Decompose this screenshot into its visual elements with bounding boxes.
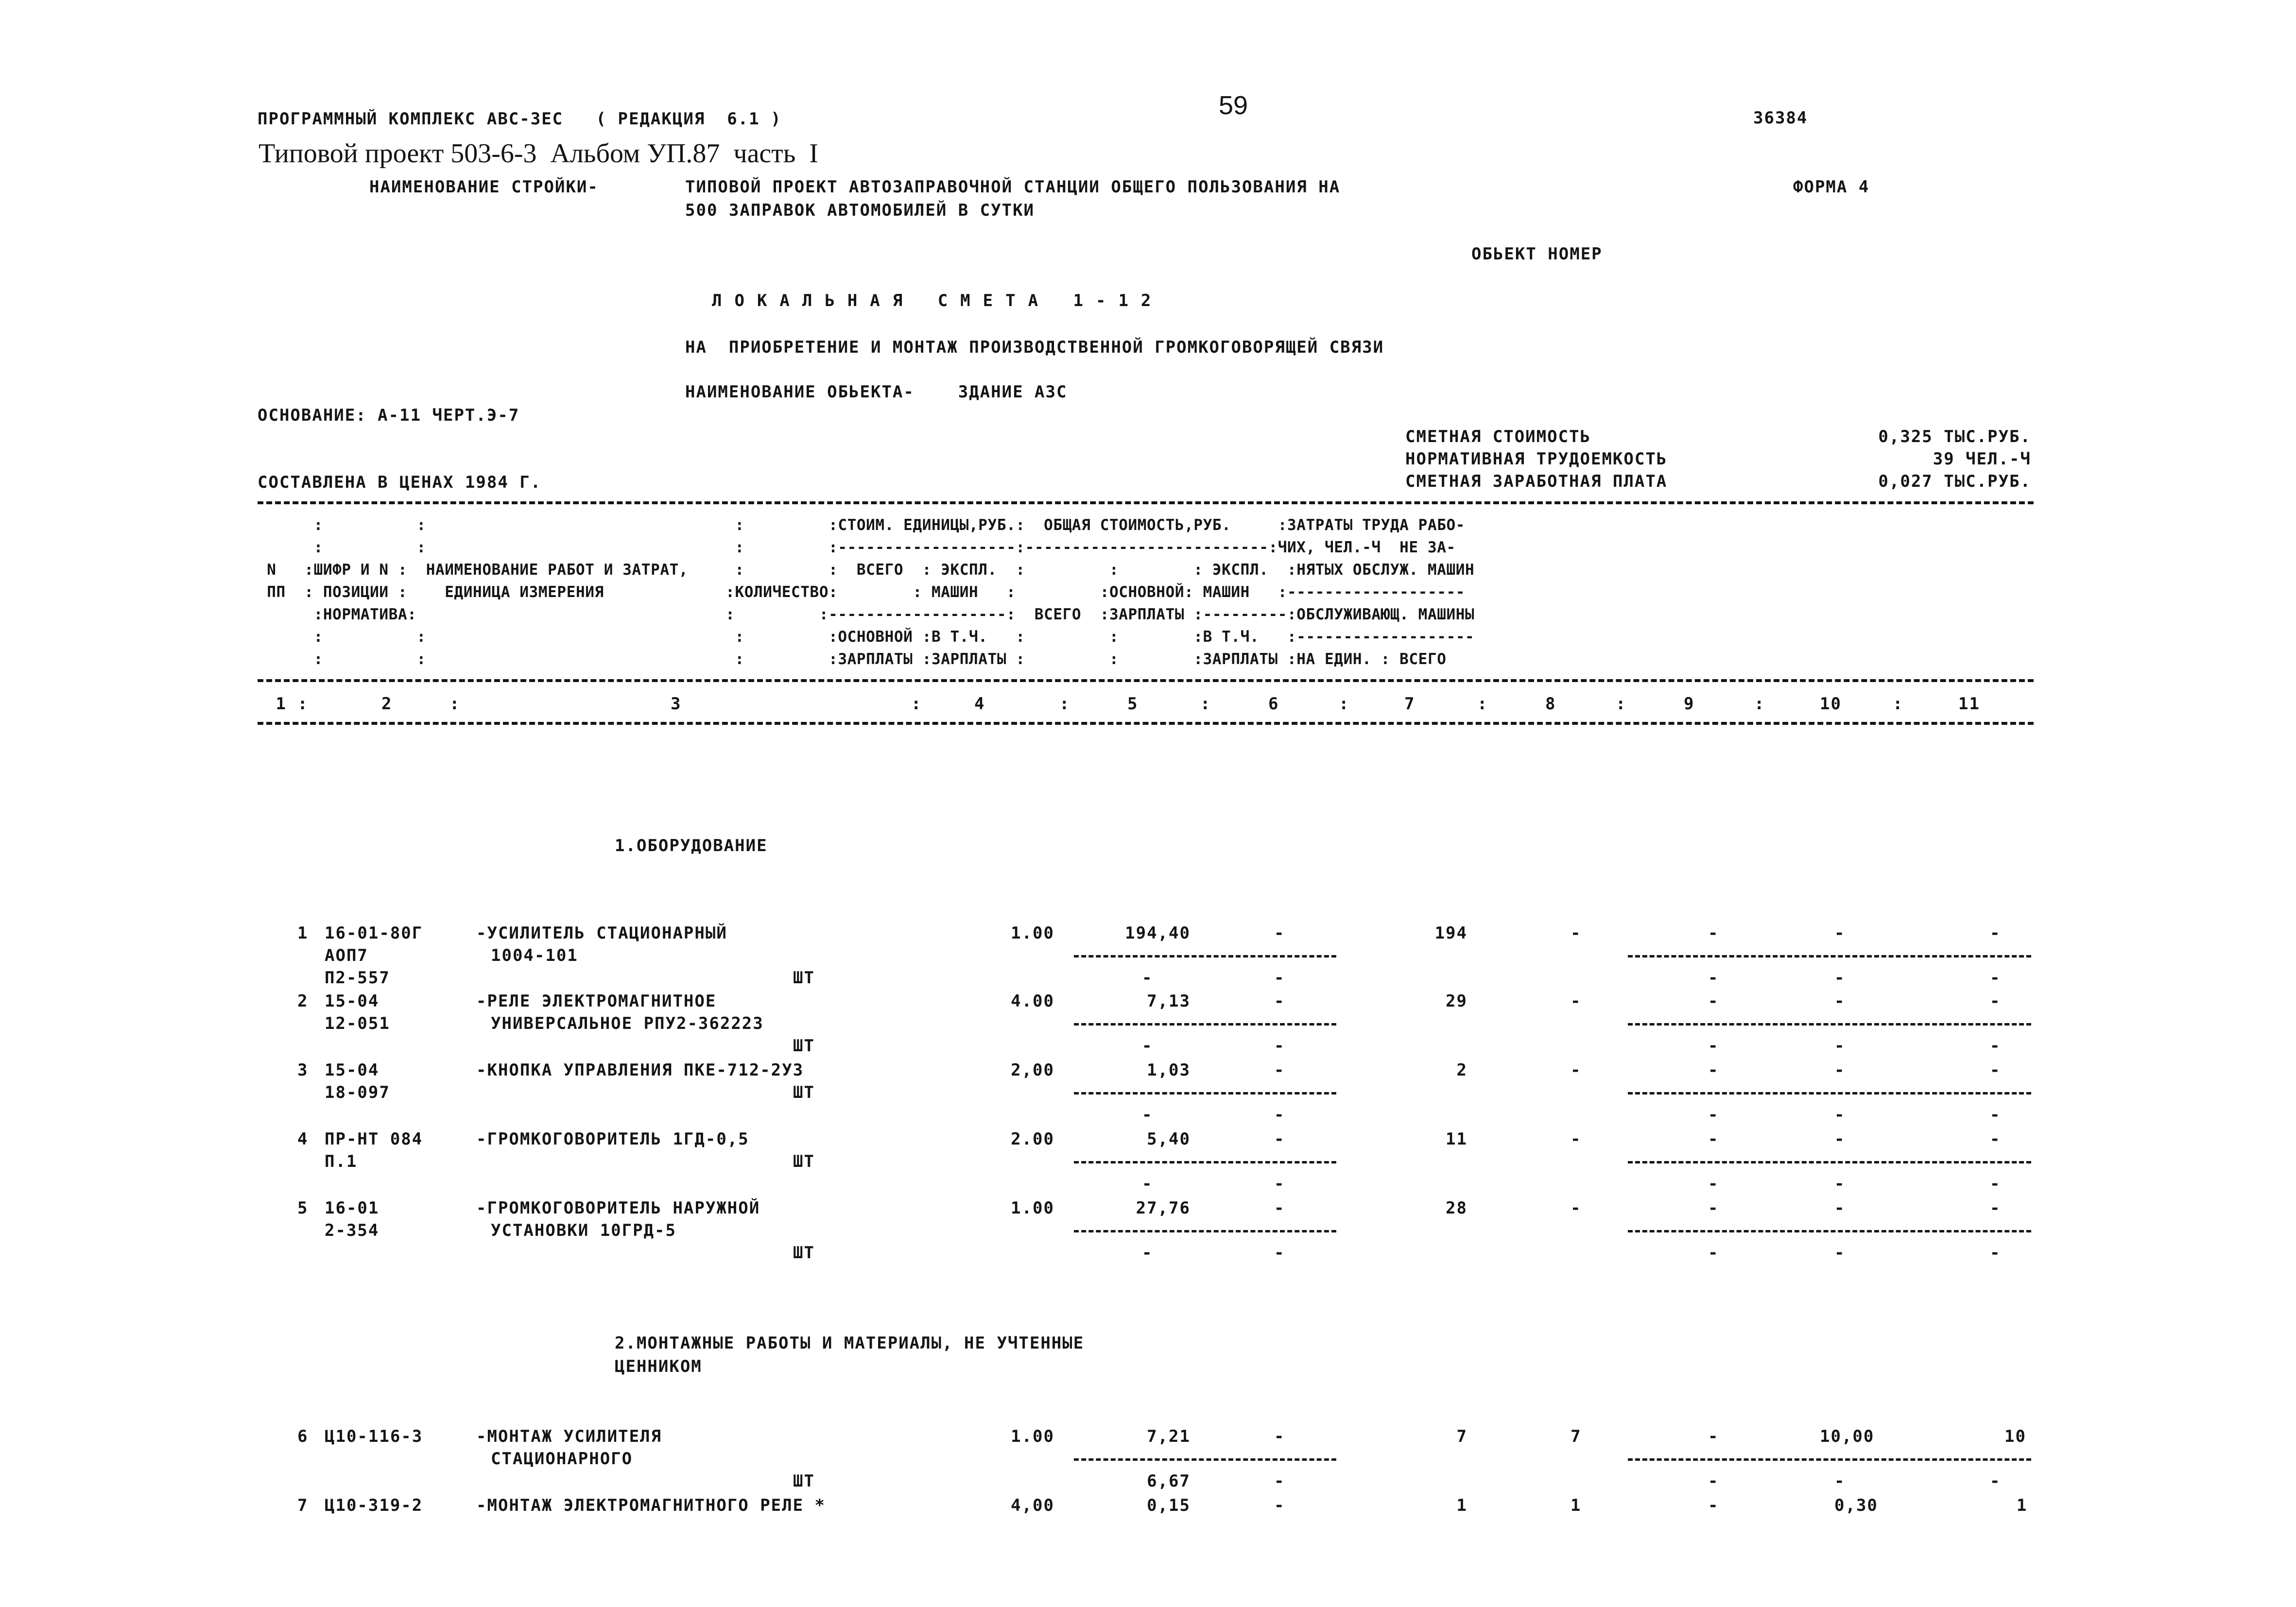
- row-divider: [1628, 1458, 2031, 1461]
- item-number: 4: [297, 1129, 309, 1149]
- item-code: 15-04: [325, 1060, 380, 1080]
- item-quantity: 2,00: [1011, 1060, 1054, 1080]
- labor-unit: -: [1834, 923, 1846, 943]
- table-header-row: : : : :ОСНОВНОЙ :В Т.Ч. : : :В Т.Ч. :-------------------: [258, 628, 1475, 646]
- item-name: УСТАНОВКИ 10ГРД-5: [491, 1221, 676, 1240]
- total-machines: -: [1708, 1060, 1719, 1080]
- machine-labor-unit: -: [1834, 968, 1846, 988]
- item-code: 18-097: [325, 1083, 390, 1102]
- labor-unit: -: [1834, 1198, 1846, 1218]
- item-code: Ц10-116-3: [325, 1427, 423, 1446]
- item-unit: ШТ: [793, 1083, 815, 1102]
- total-salary: -: [1571, 992, 1582, 1011]
- item-name: -УСИЛИТЕЛЬ СТАЦИОНАРНЫЙ: [476, 923, 727, 943]
- total-machines-salary: -: [1708, 1036, 1719, 1056]
- unit-total: 0,15: [1147, 1496, 1191, 1515]
- summary-value: 39 ЧЕЛ.-Ч: [1933, 449, 2031, 469]
- machine-labor-total: -: [1990, 968, 2001, 988]
- total-machines-salary: -: [1708, 1105, 1719, 1125]
- unit-machines-salary: -: [1274, 1174, 1285, 1194]
- item-unit: ШТ: [793, 968, 815, 988]
- unit-total: 1,03: [1147, 1060, 1191, 1080]
- unit-total: 7,13: [1147, 992, 1191, 1011]
- document-number: 36384: [1753, 108, 1808, 128]
- item-number: 1: [297, 923, 309, 943]
- column-number: 11: [1958, 694, 1980, 714]
- total-cost: 29: [1446, 992, 1467, 1011]
- item-code: 2-354: [325, 1221, 380, 1240]
- row-divider: [1074, 1230, 1336, 1232]
- item-code: ПР-НТ 084: [325, 1129, 423, 1149]
- item-name: -МОНТАЖ ЭЛЕКТРОМАГНИТНОГО РЕЛЕ *: [476, 1496, 826, 1515]
- column-separator: :: [1339, 694, 1350, 714]
- project-title: Типовой проект 503-6-3 Альбом УП.87 часть I: [259, 138, 818, 169]
- column-separator: :: [449, 694, 461, 714]
- item-code: П.1: [325, 1152, 358, 1171]
- unit-machines-salary: -: [1274, 968, 1285, 988]
- item-unit: ШТ: [793, 1243, 815, 1263]
- unit-salary: -: [1142, 1105, 1153, 1125]
- prices-line: СОСТАВЛЕНА В ЦЕНАХ 1984 Г.: [258, 473, 542, 492]
- labor-total: -: [1990, 1198, 2001, 1218]
- row-divider: [1628, 1161, 2031, 1163]
- summary-value: 0,027 ТЫС.РУБ.: [1878, 472, 2031, 491]
- unit-total: 7,21: [1147, 1427, 1191, 1446]
- item-number: 2: [297, 992, 309, 1011]
- labor-unit: -: [1834, 1060, 1846, 1080]
- row-divider: [1628, 1092, 2031, 1094]
- labor-total: 1: [2017, 1496, 2028, 1515]
- construction-label: НАИМЕНОВАНИЕ СТРОЙКИ-: [369, 177, 599, 197]
- row-divider: [1074, 1458, 1336, 1461]
- total-machines: -: [1708, 1427, 1719, 1446]
- row-divider: [1628, 1230, 2031, 1232]
- item-quantity: 4,00: [1011, 1496, 1054, 1515]
- header-rule: [258, 679, 2034, 682]
- column-number: 6: [1268, 694, 1279, 714]
- column-number: 4: [974, 694, 985, 714]
- labor-total: -: [1990, 1129, 2001, 1149]
- unit-salary: 6,67: [1147, 1471, 1191, 1491]
- column-number: 5: [1127, 694, 1139, 714]
- total-machines-salary: -: [1708, 1243, 1719, 1263]
- page-number: 59: [1219, 91, 1248, 120]
- item-code: П2-557: [325, 968, 390, 988]
- unit-total: 5,40: [1147, 1129, 1191, 1149]
- total-salary: -: [1571, 1198, 1582, 1218]
- labor-unit: -: [1834, 1129, 1846, 1149]
- table-header-row: : : : :-------------------:--------------------------:ЧИХ, ЧЕЛ.-Ч НЕ ЗА-: [258, 539, 1456, 556]
- item-quantity: 1.00: [1011, 1427, 1054, 1446]
- column-number: 3: [671, 694, 682, 714]
- unit-machines-salary: -: [1274, 1471, 1285, 1491]
- form-label: ФОРМА 4: [1793, 177, 1870, 197]
- section-title: ЦЕННИКОМ: [615, 1357, 702, 1376]
- row-divider: [1074, 1092, 1336, 1094]
- unit-total: 27,76: [1136, 1198, 1191, 1218]
- object-name: НАИМЕНОВАНИЕ ОБЬЕКТА- ЗДАНИЕ АЗС: [685, 382, 1068, 402]
- total-cost: 194: [1434, 923, 1467, 943]
- item-name: -КНОПКА УПРАВЛЕНИЯ ПКЕ-712-2У3: [476, 1060, 804, 1080]
- column-separator: :: [1059, 694, 1070, 714]
- total-machines: -: [1708, 1129, 1719, 1149]
- item-name: СТАЦИОНАРНОГО: [491, 1449, 633, 1469]
- column-number: 7: [1404, 694, 1416, 714]
- estimate-title: ЛОКАЛЬНАЯ СМЕТА 1-12: [712, 291, 1164, 310]
- unit-machines-salary: -: [1274, 1243, 1285, 1263]
- table-header-row: : : : :СТОИМ. ЕДИНИЦЫ,РУБ.: ОБЩАЯ СТОИМОСТЬ,РУБ. :ЗАТРАТЫ ТРУДА РАБО-: [258, 516, 1465, 534]
- total-salary: -: [1571, 1060, 1582, 1080]
- row-divider: [1628, 955, 2031, 957]
- item-name: -ГРОМКОГОВОРИТЕЛЬ 1ГД-0,5: [476, 1129, 749, 1149]
- item-quantity: 1.00: [1011, 923, 1054, 943]
- column-number: 9: [1684, 694, 1695, 714]
- item-code: 15-04: [325, 992, 380, 1011]
- item-name: -РЕЛЕ ЭЛЕКТРОМАГНИТНОЕ: [476, 992, 717, 1011]
- item-quantity: 2.00: [1011, 1129, 1054, 1149]
- total-cost: 7: [1456, 1427, 1467, 1446]
- unit-machines-salary: -: [1274, 1036, 1285, 1056]
- labor-unit: 10,00: [1820, 1427, 1875, 1446]
- total-machines: -: [1708, 1198, 1719, 1218]
- column-numbers-rule: [258, 722, 2034, 725]
- machine-labor-total: -: [1990, 1105, 2001, 1125]
- labor-total: 10: [2004, 1427, 2026, 1446]
- row-divider: [1628, 1023, 2031, 1026]
- summary-value: 0,325 ТЫС.РУБ.: [1878, 427, 2031, 446]
- estimate-subject: НА ПРИОБРЕТЕНИЕ И МОНТАЖ ПРОИЗВОДСТВЕННОЙ ГРОМКОГОВОРЯЩЕЙ СВЯЗИ: [685, 338, 1384, 357]
- machine-labor-unit: -: [1834, 1471, 1846, 1491]
- unit-machines-salary: -: [1274, 1105, 1285, 1125]
- table-header-row: :НОРМАТИВА: : :-------------------: ВСЕГО :ЗАРПЛАТЫ :---------:ОБСЛУЖИВАЮЩ. МАШИНЫ: [258, 606, 1475, 623]
- column-number: 1 :: [265, 694, 309, 714]
- total-machines-salary: -: [1708, 968, 1719, 988]
- unit-machines: -: [1274, 1198, 1285, 1218]
- item-name: УНИВЕРСАЛЬНОЕ РПУ2-362223: [491, 1014, 764, 1033]
- table-header-row: N :ШИФР И N : НАИМЕНОВАНИЕ РАБОТ И ЗАТРАТ, : : ВСЕГО : ЭКСПЛ. : : : ЭКСПЛ. :НЯТЫХ ОБСЛУЖ. МАШИН: [258, 561, 1475, 579]
- summary-label: СМЕТНАЯ СТОИМОСТЬ: [1405, 427, 1591, 446]
- labor-unit: 0,30: [1834, 1496, 1878, 1515]
- total-cost: 28: [1446, 1198, 1467, 1218]
- total-cost: 2: [1456, 1060, 1467, 1080]
- row-divider: [1074, 1023, 1336, 1026]
- column-number: 2: [381, 694, 393, 714]
- table-header-row: ПП : ПОЗИЦИИ : ЕДИНИЦА ИЗМЕРЕНИЯ :КОЛИЧЕСТВО: : МАШИН : :ОСНОВНОЙ: МАШИН :-------------------: [258, 583, 1465, 601]
- section-title: 1.ОБОРУДОВАНИЕ: [615, 836, 768, 855]
- machine-labor-total: -: [1990, 1174, 2001, 1194]
- item-number: 6: [297, 1427, 309, 1446]
- total-machines-salary: -: [1708, 1174, 1719, 1194]
- row-divider: [1074, 955, 1336, 957]
- item-quantity: 4.00: [1011, 992, 1054, 1011]
- summary-label: НОРМАТИВНАЯ ТРУДОЕМКОСТЬ: [1405, 449, 1668, 469]
- total-machines: -: [1708, 1496, 1719, 1515]
- total-machines: -: [1708, 992, 1719, 1011]
- item-name: -ГРОМКОГОВОРИТЕЛЬ НАРУЖНОЙ: [476, 1198, 760, 1218]
- program-line: ПРОГРАММНЫЙ КОМПЛЕКС АВС-3ЕС ( РЕДАКЦИЯ 6.1 ): [258, 109, 782, 129]
- item-number: 5: [297, 1198, 309, 1218]
- machine-labor-unit: -: [1834, 1036, 1846, 1056]
- total-salary: 7: [1571, 1427, 1582, 1446]
- machine-labor-unit: -: [1834, 1174, 1846, 1194]
- unit-salary: -: [1142, 1036, 1153, 1056]
- item-code: АОП7: [325, 946, 368, 965]
- total-salary: -: [1571, 923, 1582, 943]
- machine-labor-total: -: [1990, 1471, 2001, 1491]
- column-separator: :: [1477, 694, 1488, 714]
- machine-labor-total: -: [1990, 1243, 2001, 1263]
- total-salary: -: [1571, 1129, 1582, 1149]
- unit-machines: -: [1274, 1427, 1285, 1446]
- machine-labor-total: -: [1990, 1036, 2001, 1056]
- item-unit: ШТ: [793, 1152, 815, 1171]
- total-salary: 1: [1571, 1496, 1582, 1515]
- unit-machines: -: [1274, 1496, 1285, 1515]
- column-separator: :: [1200, 694, 1211, 714]
- table-header-row: : : : :ЗАРПЛАТЫ :ЗАРПЛАТЫ : : :ЗАРПЛАТЫ :НА ЕДИН. : ВСЕГО: [258, 650, 1447, 668]
- item-quantity: 1.00: [1011, 1198, 1054, 1218]
- column-separator: :: [1616, 694, 1627, 714]
- item-unit: ШТ: [793, 1471, 815, 1491]
- column-separator: :: [1754, 694, 1765, 714]
- unit-machines: -: [1274, 1060, 1285, 1080]
- total-machines-salary: -: [1708, 1471, 1719, 1491]
- row-divider: [1074, 1161, 1336, 1163]
- unit-machines: -: [1274, 1129, 1285, 1149]
- section-title: 2.МОНТАЖНЫЕ РАБОТЫ И МАТЕРИАЛЫ, НЕ УЧТЕННЫЕ: [615, 1333, 1085, 1353]
- item-number: 3: [297, 1060, 309, 1080]
- object-number-label: ОБЬЕКТ НОМЕР: [1471, 244, 1603, 264]
- item-name: 1004-101: [491, 946, 578, 965]
- unit-total: 194,40: [1125, 923, 1191, 943]
- machine-labor-unit: -: [1834, 1243, 1846, 1263]
- unit-machines: -: [1274, 923, 1285, 943]
- summary-label: СМЕТНАЯ ЗАРАБОТНАЯ ПЛАТА: [1405, 472, 1668, 491]
- table-top-rule: [258, 501, 2034, 504]
- labor-unit: -: [1834, 992, 1846, 1011]
- total-machines: -: [1708, 923, 1719, 943]
- labor-total: -: [1990, 923, 2001, 943]
- item-number: 7: [297, 1496, 309, 1515]
- unit-salary: -: [1142, 1243, 1153, 1263]
- basis-line: ОСНОВАНИЕ: А-11 ЧЕРТ.Э-7: [258, 406, 520, 425]
- labor-total: -: [1990, 992, 2001, 1011]
- item-unit: ШТ: [793, 1036, 815, 1056]
- item-code: Ц10-319-2: [325, 1496, 423, 1515]
- column-separator: :: [911, 694, 922, 714]
- construction-name-line-2: 500 ЗАПРАВОК АВТОМОБИЛЕЙ В СУТКИ: [685, 201, 1035, 220]
- total-cost: 11: [1446, 1129, 1467, 1149]
- column-separator: :: [1893, 694, 1904, 714]
- total-cost: 1: [1456, 1496, 1467, 1515]
- machine-labor-unit: -: [1834, 1105, 1846, 1125]
- unit-salary: -: [1142, 968, 1153, 988]
- construction-name-line-1: ТИПОВОЙ ПРОЕКТ АВТОЗАПРАВОЧНОЙ СТАНЦИИ ОБЩЕГО ПОЛЬЗОВАНИЯ НА: [685, 177, 1341, 197]
- labor-total: -: [1990, 1060, 2001, 1080]
- unit-machines: -: [1274, 992, 1285, 1011]
- item-name: -МОНТАЖ УСИЛИТЕЛЯ: [476, 1427, 662, 1446]
- column-number: 10: [1820, 694, 1842, 714]
- item-code: 16-01-80Г: [325, 923, 423, 943]
- unit-salary: -: [1142, 1174, 1153, 1194]
- column-number: 8: [1545, 694, 1556, 714]
- item-code: 12-051: [325, 1014, 390, 1033]
- item-code: 16-01: [325, 1198, 380, 1218]
